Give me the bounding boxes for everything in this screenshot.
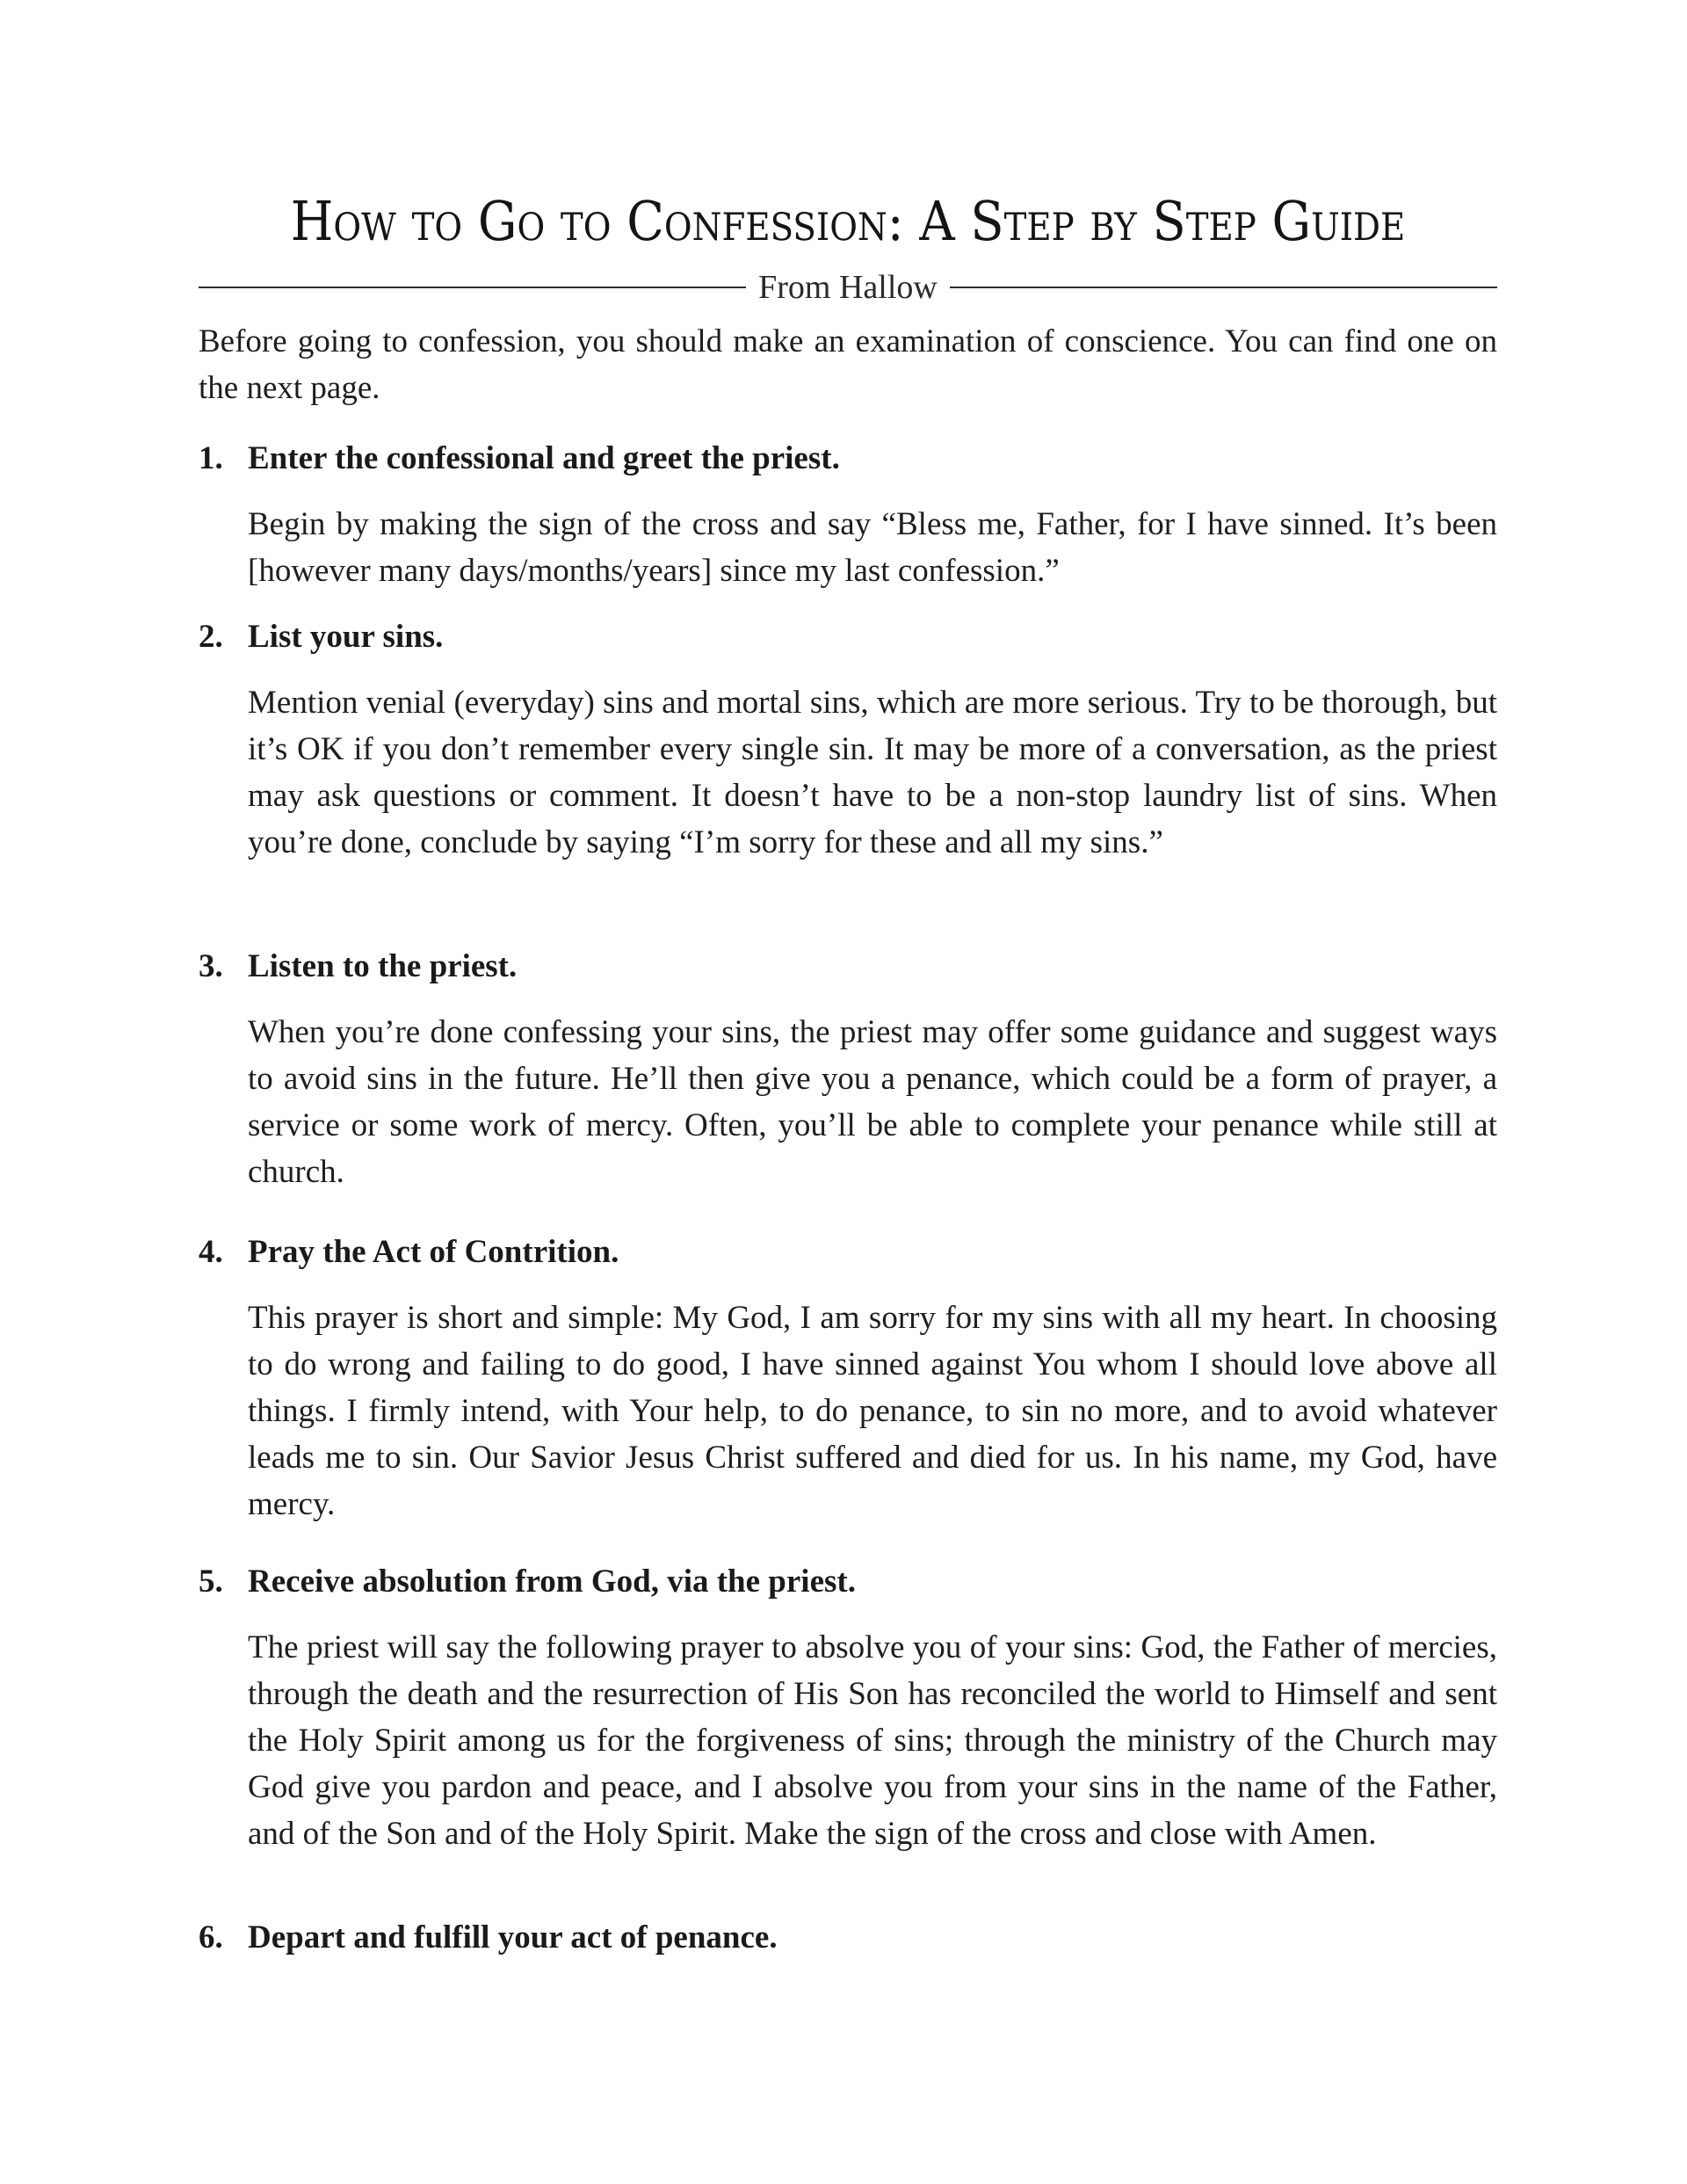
step-body: Begin by making the sign of the cross and say “Bless me, Father, for I have sinned. It’s been [however many days/months/years] since my last confession.” bbox=[248, 506, 1497, 589]
step-item bbox=[199, 1563, 1497, 1857]
step-heading bbox=[199, 947, 1497, 1000]
step-title: Depart and fulfill your act of penance. bbox=[248, 1919, 778, 1955]
step-number: 2. bbox=[199, 619, 223, 655]
step-title: Receive absolution from God, via the priest. bbox=[248, 1564, 856, 1600]
step-item bbox=[199, 947, 1497, 1195]
step-body: When you’re done confessing your sins, the priest may offer some guidance and suggest ways to avoid sins in the future. He’ll then give you a penance, which could be a form of prayer, a service or some work of mercy. Often, you’ll be able to complete your penance while still at church. bbox=[248, 1014, 1497, 1190]
step-title: List your sins. bbox=[248, 619, 444, 655]
step-number: 1. bbox=[199, 440, 223, 476]
byline-row bbox=[199, 265, 1497, 309]
step-number: 5. bbox=[199, 1564, 223, 1600]
step-item bbox=[199, 618, 1497, 866]
step-heading bbox=[199, 1233, 1497, 1286]
divider-left bbox=[199, 287, 746, 288]
step-heading bbox=[199, 1563, 1497, 1615]
step-item bbox=[199, 439, 1497, 594]
step-number: 4. bbox=[199, 1234, 223, 1270]
step-body: This prayer is short and simple: My God, I am sorry for my sins with all my heart. In choosing to do wrong and failing to do good, I have sinned against You whom I should love above all things. I firmly intend, with Your help, to do penance, to sin no more, and to avoid whatever leads me to sin. Our Savior Jesus Christ suffered and died for us. In his name, my God, have mercy. bbox=[248, 1300, 1497, 1522]
intro-paragraph: Before going to confession, you should make an examination of conscience. You can find one on the next page. bbox=[199, 323, 1497, 406]
step-item bbox=[199, 1233, 1497, 1527]
step-title: Pray the Act of Contrition. bbox=[248, 1234, 619, 1270]
step-heading bbox=[199, 1919, 1497, 1971]
step-number: 6. bbox=[199, 1919, 223, 1955]
divider-right bbox=[950, 287, 1497, 288]
step-title: Enter the confessional and greet the priest. bbox=[248, 440, 840, 476]
step-body: The priest will say the following prayer to absolve you of your sins: God, the Father of mercies, through the death and the resurrection of His Son has reconciled the world to Himself and sent the Holy Spirit among us for the forgiveness of sins; through the ministry of the Church may God give you pardon and peace, and I absolve you from your sins in the name of the Father, and of the Son and of the Holy Spirit. Make the sign of the cross and close with Amen. bbox=[248, 1629, 1497, 1852]
step-body: Mention venial (everyday) sins and mortal sins, which are more serious. Try to be thorough, but it’s OK if you don’t remember every single sin. It may be more of a conversation, as the priest may ask questions or comment. It doesn’t have to be a non-stop laundry list of sins. When you’re done, conclude by saying “I’m sorry for these and all my sins.” bbox=[248, 685, 1497, 860]
page-title: How to Go to Confession: A Step by Step Guide bbox=[290, 189, 1406, 253]
step-number: 3. bbox=[199, 948, 223, 984]
step-heading bbox=[199, 439, 1497, 492]
step-item bbox=[199, 1919, 1497, 1971]
step-title: Listen to the priest. bbox=[248, 948, 518, 984]
step-heading bbox=[199, 618, 1497, 671]
byline: From Hallow bbox=[758, 269, 938, 306]
